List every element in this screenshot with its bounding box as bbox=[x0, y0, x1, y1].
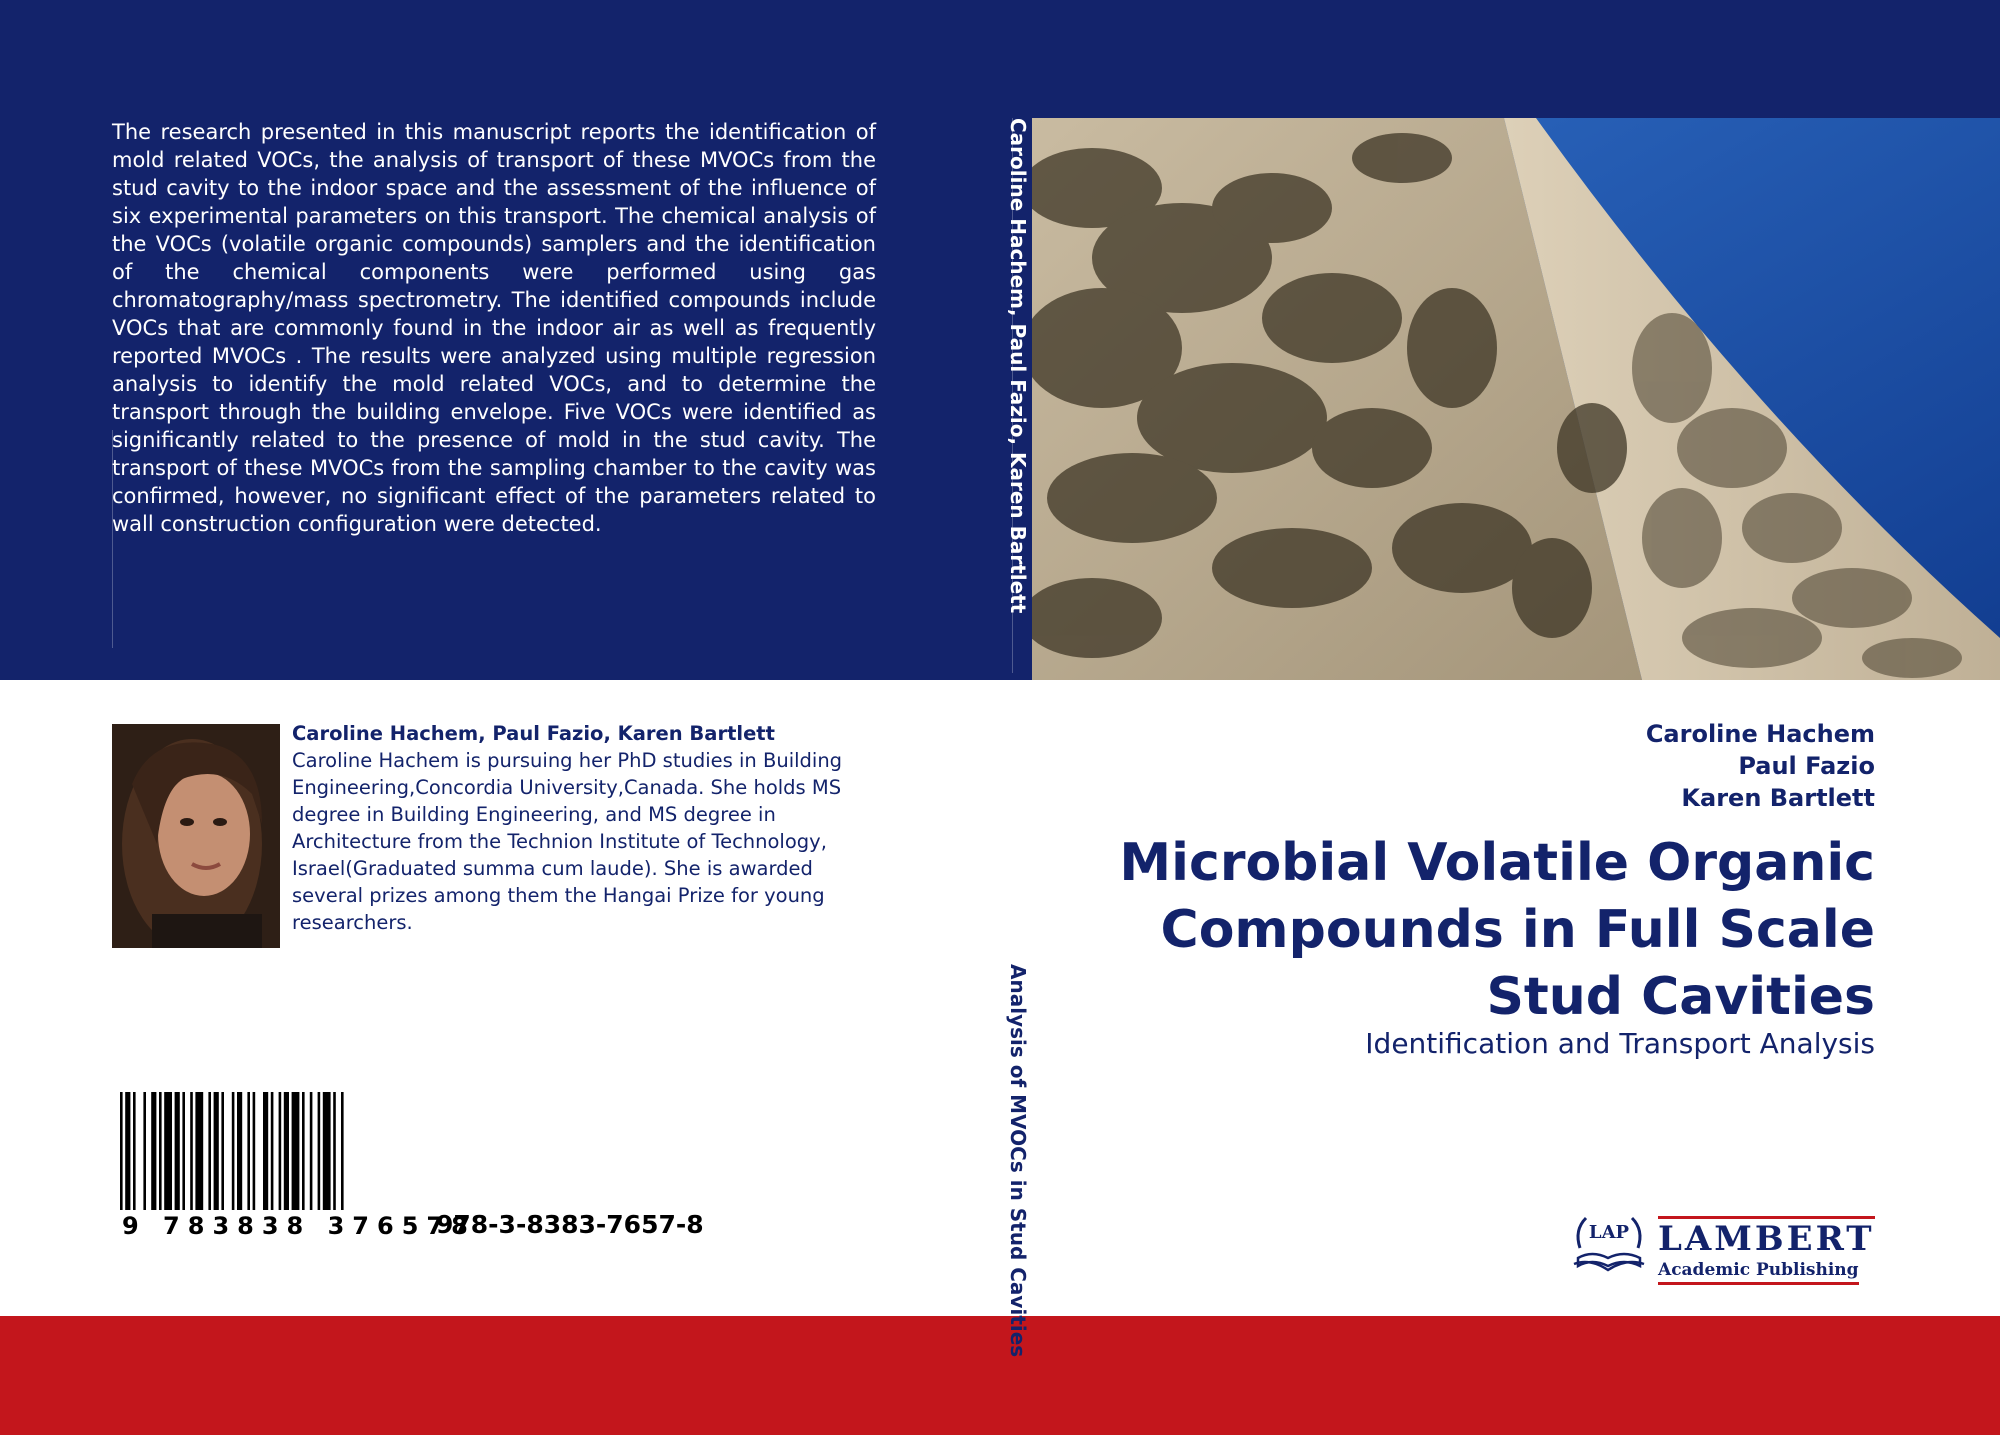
bio-text: Caroline Hachem is pursuing her PhD studies in Building Engineering,Concordia University,Canada. She holds MS degree in Building Engineering, and MS degree in Architecture from the Technion Institute of Technology, Israel(Graduated summa cum laude). She is awarded several prizes among them the Hangai Prize for young researchers. bbox=[292, 749, 843, 934]
back-cover-blurb: The research presented in this manuscript reports the identification of mold related VOCs, the analysis of transport of these MVOCs from the stud cavity to the indoor space and the assessment of the influence of six experimental parameters on this transport. The chemical analysis of the VOCs (volatile organic compounds) samplers and the identification of the chemical components were performed using gas chromatography/mass spectrometry. The identified compounds include VOCs that are commonly found in the indoor air as well as frequently reported MVOCs . The results were analyzed using multiple regression analysis to identify the mold related VOCs, and to determine the transport through the building envelope. Five VOCs were identified as significantly related to the presence of mold in the stud cavity. The transport of these MVOCs from the sampling chamber to the cavity was confirmed, however, no significant effect of the parameters related to wall construction configuration were detected. bbox=[112, 120, 876, 536]
open-book-emblem-icon bbox=[1570, 1208, 1648, 1280]
author-photo bbox=[112, 724, 280, 948]
publisher-subname: Academic Publishing bbox=[1658, 1260, 1859, 1285]
bio-authors: Caroline Hachem, Paul Fazio, Karen Bartlett bbox=[292, 722, 775, 745]
author-bio bbox=[292, 720, 852, 936]
cover-photo-shadow-wall bbox=[1032, 118, 2000, 680]
spine-title: Analysis of MVOCs in Stud Cavities bbox=[1006, 964, 1030, 1358]
bottom-red-band bbox=[0, 1316, 2000, 1435]
front-author: Karen Bartlett bbox=[1681, 784, 1875, 812]
front-author: Caroline Hachem bbox=[1645, 720, 1875, 748]
front-authors bbox=[1646, 718, 1875, 814]
emblem-text: LAP bbox=[1588, 1222, 1630, 1243]
isbn-barcode bbox=[120, 1092, 408, 1230]
spine-authors: Caroline Hachem, Paul Fazio, Karen Bartlett bbox=[1006, 118, 1030, 614]
book-title: Microbial Volatile Organic Compounds in Full Scale Stud Cavities bbox=[1119, 833, 1875, 1027]
front-author: Paul Fazio bbox=[1738, 752, 1875, 780]
isbn-number: 978-3-8383-7657-8 bbox=[436, 1210, 704, 1239]
blurb-divider bbox=[112, 430, 113, 648]
book-subtitle: Identification and Transport Analysis bbox=[1365, 1027, 1875, 1060]
publisher-logo bbox=[1570, 1208, 1882, 1280]
publisher-name: LAMBERT bbox=[1658, 1216, 1875, 1257]
barcode-digits: 9 783838 376578 bbox=[122, 1212, 476, 1240]
